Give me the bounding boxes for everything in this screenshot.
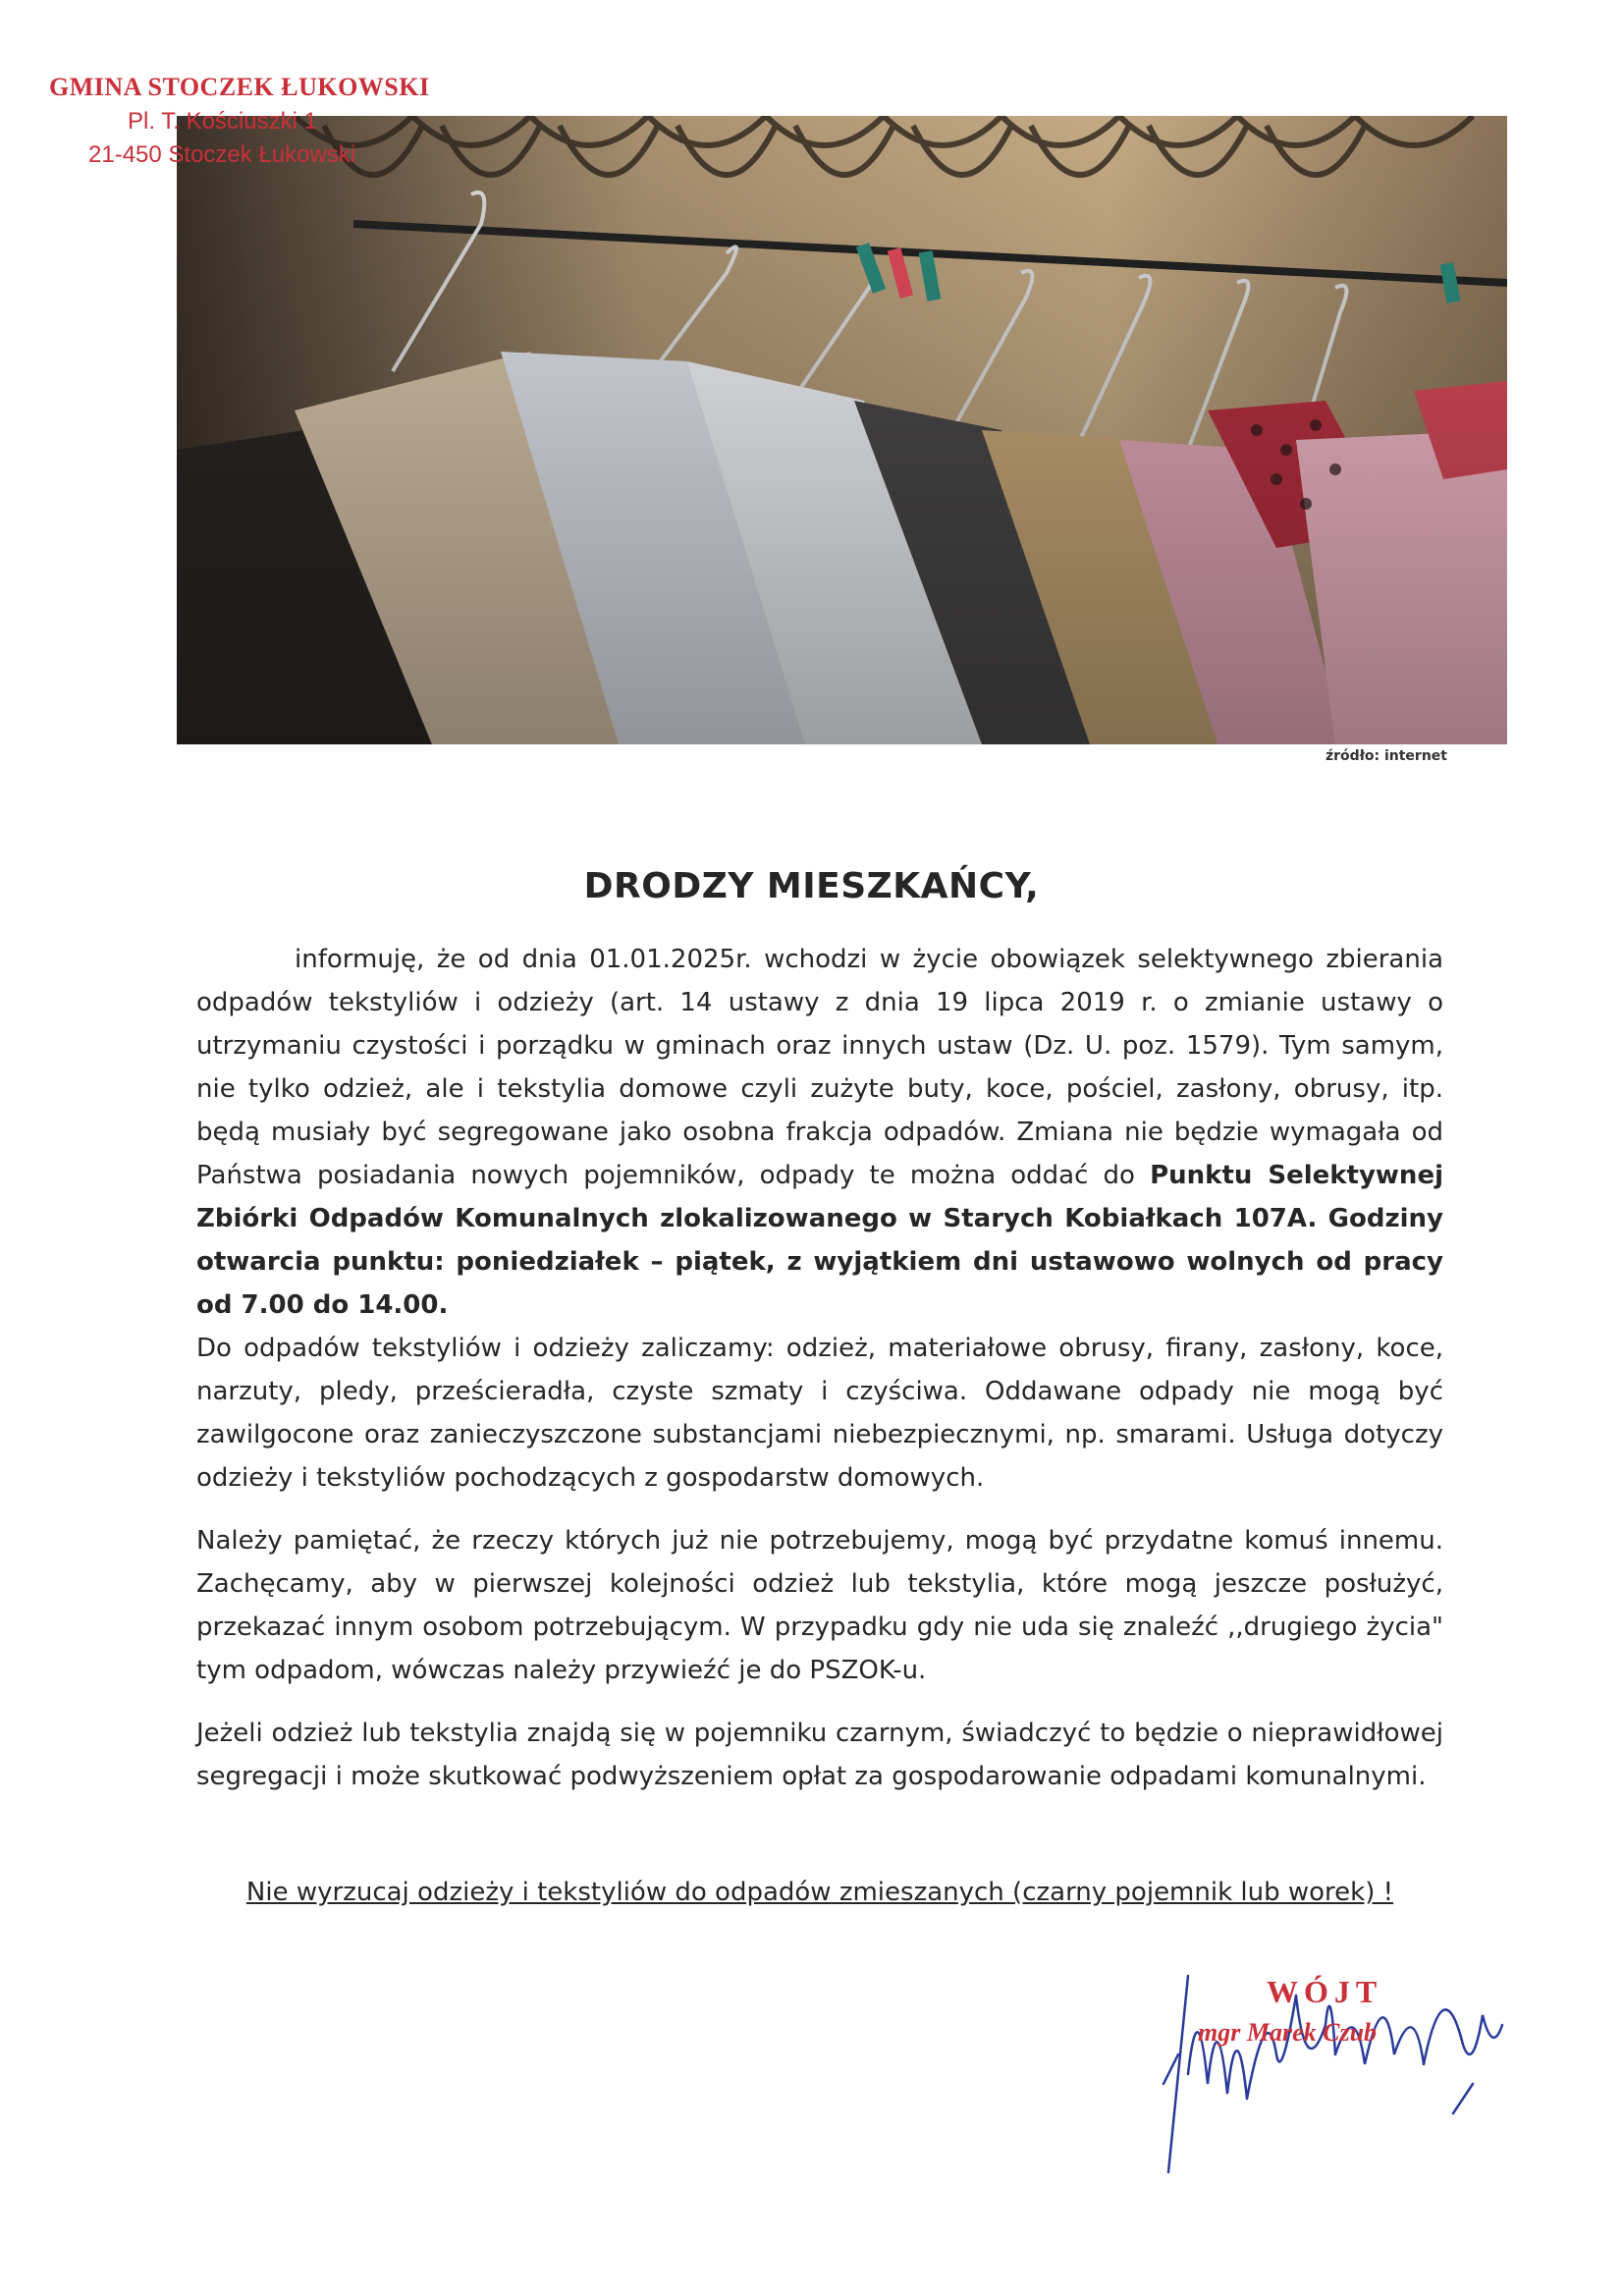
mayor-stamp-name: mgr Marek Czub xyxy=(1198,2018,1378,2047)
paragraph-textile-types: Do odpadów tekstyliów i odzieży zaliczamy: odzież, materiałowe obrusy, firany, zasłony, koce, narzuty, pledy, prześcieradła, czyste szmaty i czyściwa. Oddawane odpady nie mogą być zawilgocone oraz zanieczyszczone substancjami niebezpiecznymi, np. smarami. Usługa dotyczy odzieży i tekstyliów pochodzących z gospodarstw domowych. xyxy=(196,1334,1443,1493)
stamp-postal-city: 21-450 Stoczek Łukowski xyxy=(88,141,356,168)
stamp-municipality-name: GMINA STOCZEK ŁUKOWSKI xyxy=(49,73,430,101)
closing-statement: Nie wyrzucaj odzieży i tekstyliów do odpadów zmieszanych (czarny pojemnik lub worek) ! xyxy=(245,1878,1394,1907)
mayor-stamp-title: WÓJT xyxy=(1267,1974,1383,2009)
municipality-stamp xyxy=(49,73,430,169)
paragraph-reuse: Należy pamiętać, że rzeczy których już nie potrzebujemy, mogą być przydatne komuś innemu. Zachęcamy, aby w pierwszej kolejności odzież lub tekstylia, które mogą jeszcze posłużyć, przekazać innym osobom potrzebującym. W przypadku gdy nie uda się znaleźć ,,drugiego życia" tym odpadom, wówczas należy przywieźć je do PSZOK-u. xyxy=(196,1526,1443,1685)
paragraph-wrong-segregation: Jeżeli odzież lub tekstylia znajdą się w pojemniku czarnym, świadczyć to będzie o nieprawidłowej segregacji i może skutkować podwyższeniem opłat za gospodarowanie odpadami komunalnymi. xyxy=(196,1719,1443,1791)
clothes-photo-illustration xyxy=(177,116,1507,744)
announcement-body xyxy=(196,938,1443,1798)
paragraph-intro xyxy=(196,938,1443,1327)
mayor-stamp xyxy=(1198,1974,1383,2048)
page-title: DRODZY MIESZKAŃCY, xyxy=(583,866,1040,906)
clothes-on-hangers-photo xyxy=(177,116,1507,744)
paragraph-intro-bold: Punktu Selektywnej Zbiórki Odpadów Komunalnych zlokalizowanego w Starych Kobiałkach 107A. Godziny otwarcia punktu: poniedziałek – piątek, z wyjątkiem dni ustawowo wolnych od pracy od 7.00 do 14.00. xyxy=(196,1161,1443,1320)
photo-source-caption: źródło: internet xyxy=(1325,748,1447,764)
paragraph-intro-text: informuję, że od dnia 01.01.2025r. wchodzi w życie obowiązek selektywnego zbierania odpadów tekstyliów i odzieży (art. 14 ustawy z dnia 19 lipca 2019 r. o zmianie ustawy o utrzymaniu czystości i porządku w gminach oraz innych ustaw (Dz. U. poz. 1579). Tym samym, nie tylko odzież, ale i tekstylia domowe czyli zużyte buty, koce, pościel, zasłony, obrusy, itp. będą musiały być segregowane jako osobna frakcja odpadów. Zmiana nie będzie wymagała od Państwa posiadania nowych pojemników, odpady te można oddać do xyxy=(196,945,1443,1190)
stamp-street: Pl. T. Kościuszki 1 xyxy=(128,108,317,135)
